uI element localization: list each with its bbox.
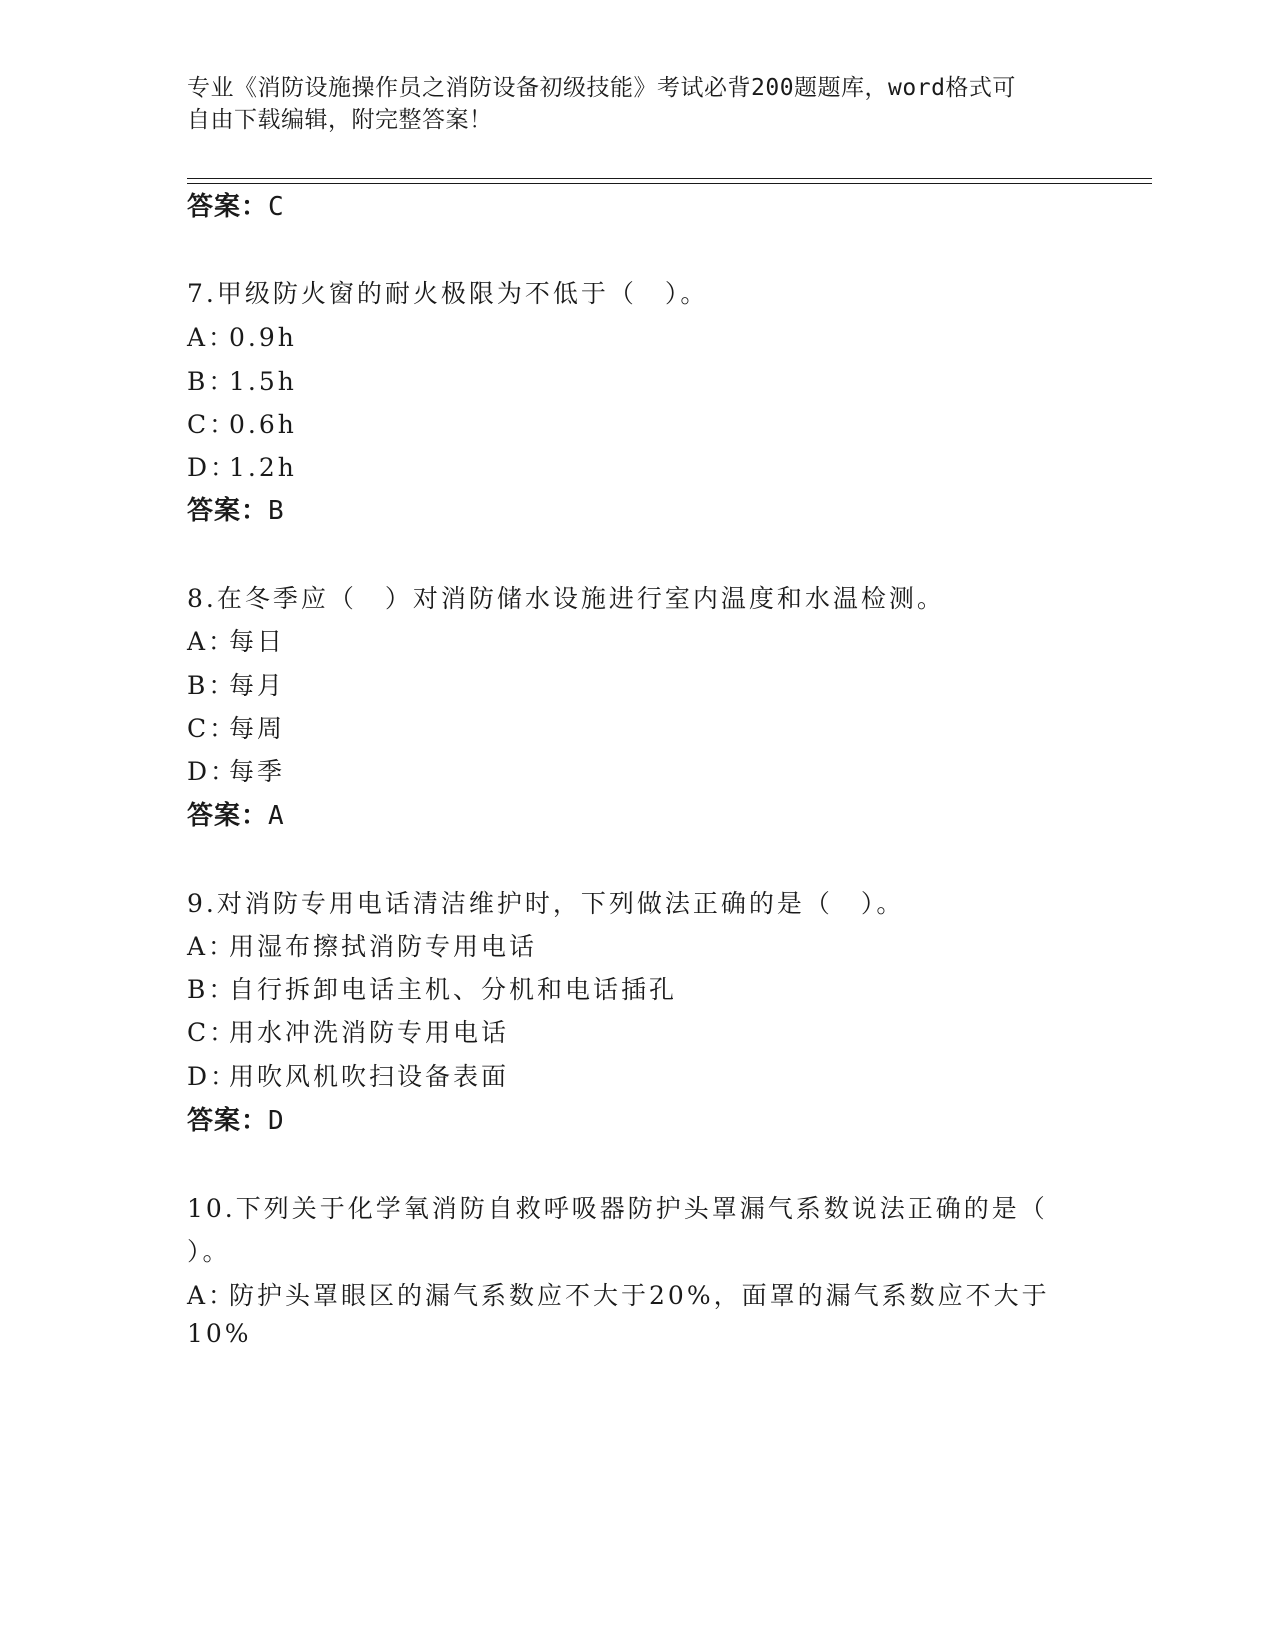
option-text: 每周 [229, 714, 286, 743]
question-8-option-a [187, 622, 285, 658]
question-9-answer [187, 1100, 285, 1137]
question-10-option-a-continued: 10% [187, 1319, 252, 1348]
question-10-stem-line-1: 10.下列关于化学氧消防自救呼吸器防护头罩漏气系数说法正确的是（ [187, 1194, 1048, 1223]
option-label: A： [187, 627, 237, 656]
question-10-stem-line-2: ）。 [187, 1237, 231, 1266]
option-text: 1.5h [229, 367, 297, 396]
answer-label: 答案： [187, 1106, 269, 1136]
option-label: A： [187, 1281, 237, 1310]
question-7-stem: 7.甲级防火窗的耐火极限为不低于（ ）。 [187, 279, 709, 308]
option-text: 用吹风机吹扫设备表面 [229, 1062, 510, 1091]
option-text: 每月 [229, 671, 286, 700]
question-7-option-a [187, 318, 297, 354]
answer-label: 答案： [187, 192, 269, 222]
option-text: 自行拆卸电话主机、分机和电话插孔 [229, 975, 678, 1004]
option-text: 1.2h [229, 453, 297, 482]
option-label: D： [187, 453, 239, 482]
option-label: D： [187, 1062, 239, 1091]
option-label: D： [187, 757, 239, 786]
document-header [187, 72, 1067, 136]
question-10-option-a [187, 1276, 1050, 1312]
question-8-stem: 8.在冬季应（ ）对消防储水设施进行室内温度和水温检测。 [187, 584, 945, 613]
answer-label: 答案： [187, 801, 269, 831]
option-label: A： [187, 323, 237, 352]
header-divider-top [187, 178, 1152, 179]
header-line-2: 自由下载编辑，附完整答案！ [187, 107, 493, 133]
option-label: C： [187, 1018, 238, 1047]
option-text: 用湿布擦拭消防专用电话 [229, 932, 538, 961]
option-label: C： [187, 410, 238, 439]
question-8-option-c [187, 709, 285, 745]
option-text: 每季 [229, 757, 286, 786]
option-label: B： [187, 975, 237, 1004]
option-label: A： [187, 932, 237, 961]
option-label: C： [187, 714, 238, 743]
option-text: 0.9h [229, 323, 297, 352]
option-text: 每日 [229, 627, 286, 656]
question-9-option-c [187, 1013, 509, 1049]
option-text: 用水冲洗消防专用电话 [229, 1018, 510, 1047]
question-8-option-b [187, 666, 285, 702]
option-label: B： [187, 671, 237, 700]
option-text: 防护头罩眼区的漏气系数应不大于20%，面罩的漏气系数应不大于 [229, 1281, 1050, 1310]
option-text: 0.6h [229, 410, 297, 439]
answer-value: D [268, 1106, 285, 1136]
question-8-option-d [187, 752, 285, 788]
answer-value: C [268, 192, 285, 222]
question-9-option-a [187, 927, 537, 963]
question-7-option-c [187, 405, 297, 441]
question-8-answer [187, 795, 285, 832]
question-7-option-b [187, 362, 297, 398]
header-line-1: 专业《消防设施操作员之消防设备初级技能》考试必背200题题库，word格式可 [187, 75, 1016, 101]
option-label: B： [187, 367, 237, 396]
header-divider-bottom [187, 183, 1152, 184]
question-7-answer [187, 490, 285, 527]
question-9-option-d [187, 1057, 509, 1093]
question-9-option-b [187, 970, 677, 1006]
answer-label: 答案： [187, 496, 269, 526]
question-9-stem: 9.对消防专用电话清洁维护时，下列做法正确的是（ ）。 [187, 889, 905, 918]
answer-value: B [268, 496, 285, 526]
question-7-option-d [187, 448, 297, 484]
prev-answer [187, 186, 285, 223]
answer-value: A [268, 801, 285, 831]
